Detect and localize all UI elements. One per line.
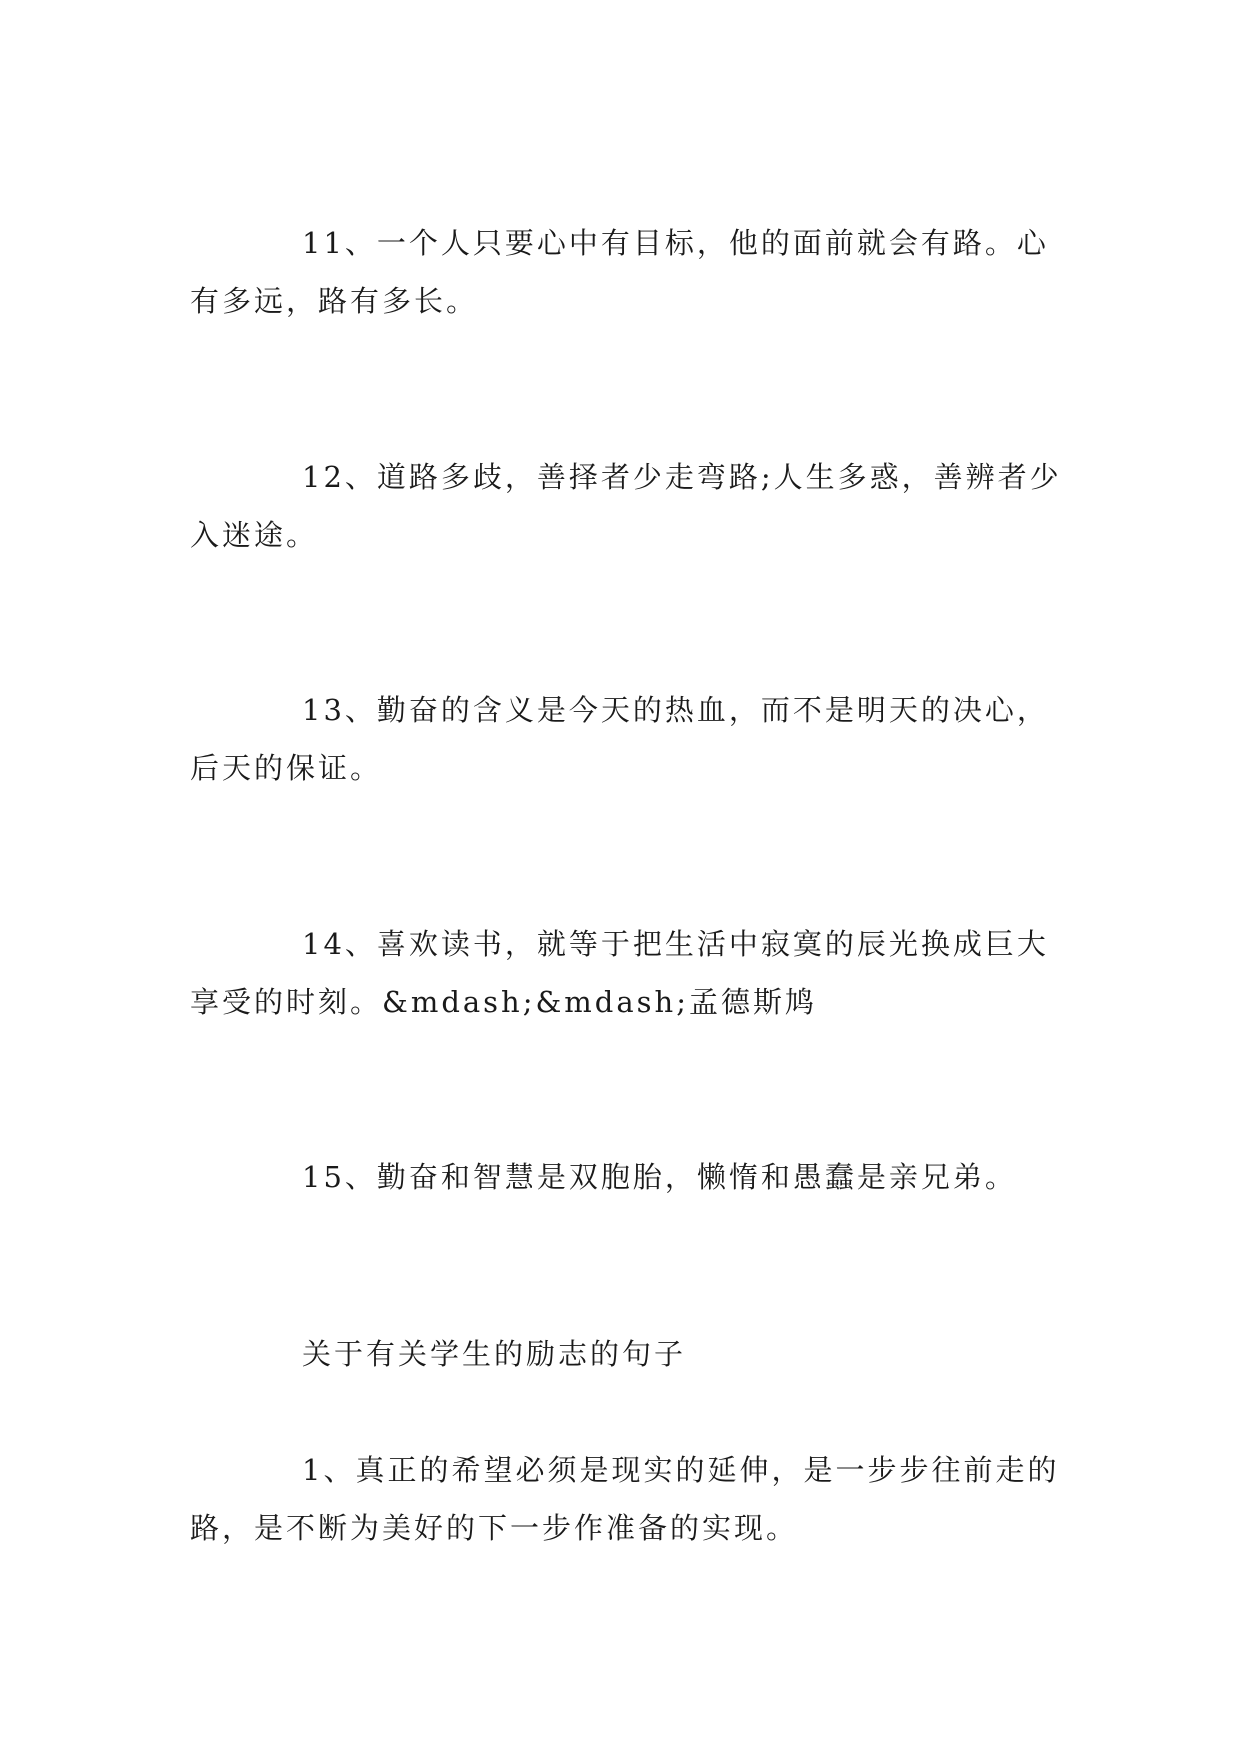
paragraph-1: 1、真正的希望必须是现实的延伸，是一步步往前走的路，是不断为美好的下一步作准备的实现。 xyxy=(190,1453,1060,1545)
paragraph-12: 12、道路多歧，善择者少走弯路;人生多惑，善辨者少入迷途。 xyxy=(190,460,1062,552)
paragraph-14: 14、喜欢读书，就等于把生活中寂寞的辰光换成巨大享受的时刻。&mdash;&mdash;孟德斯鸠 xyxy=(190,927,1049,1019)
section-heading: 关于有关学生的励志的句子 xyxy=(302,1337,687,1371)
paragraph-15: 15、勤奋和智慧是双胞胎，懒惰和愚蠢是亲兄弟。 xyxy=(302,1160,1017,1194)
paragraph-11: 11、一个人只要心中有目标，他的面前就会有路。心有多远，路有多长。 xyxy=(190,226,1049,318)
paragraph-13: 13、勤奋的含义是今天的热血，而不是明天的决心，后天的保证。 xyxy=(190,693,1049,785)
